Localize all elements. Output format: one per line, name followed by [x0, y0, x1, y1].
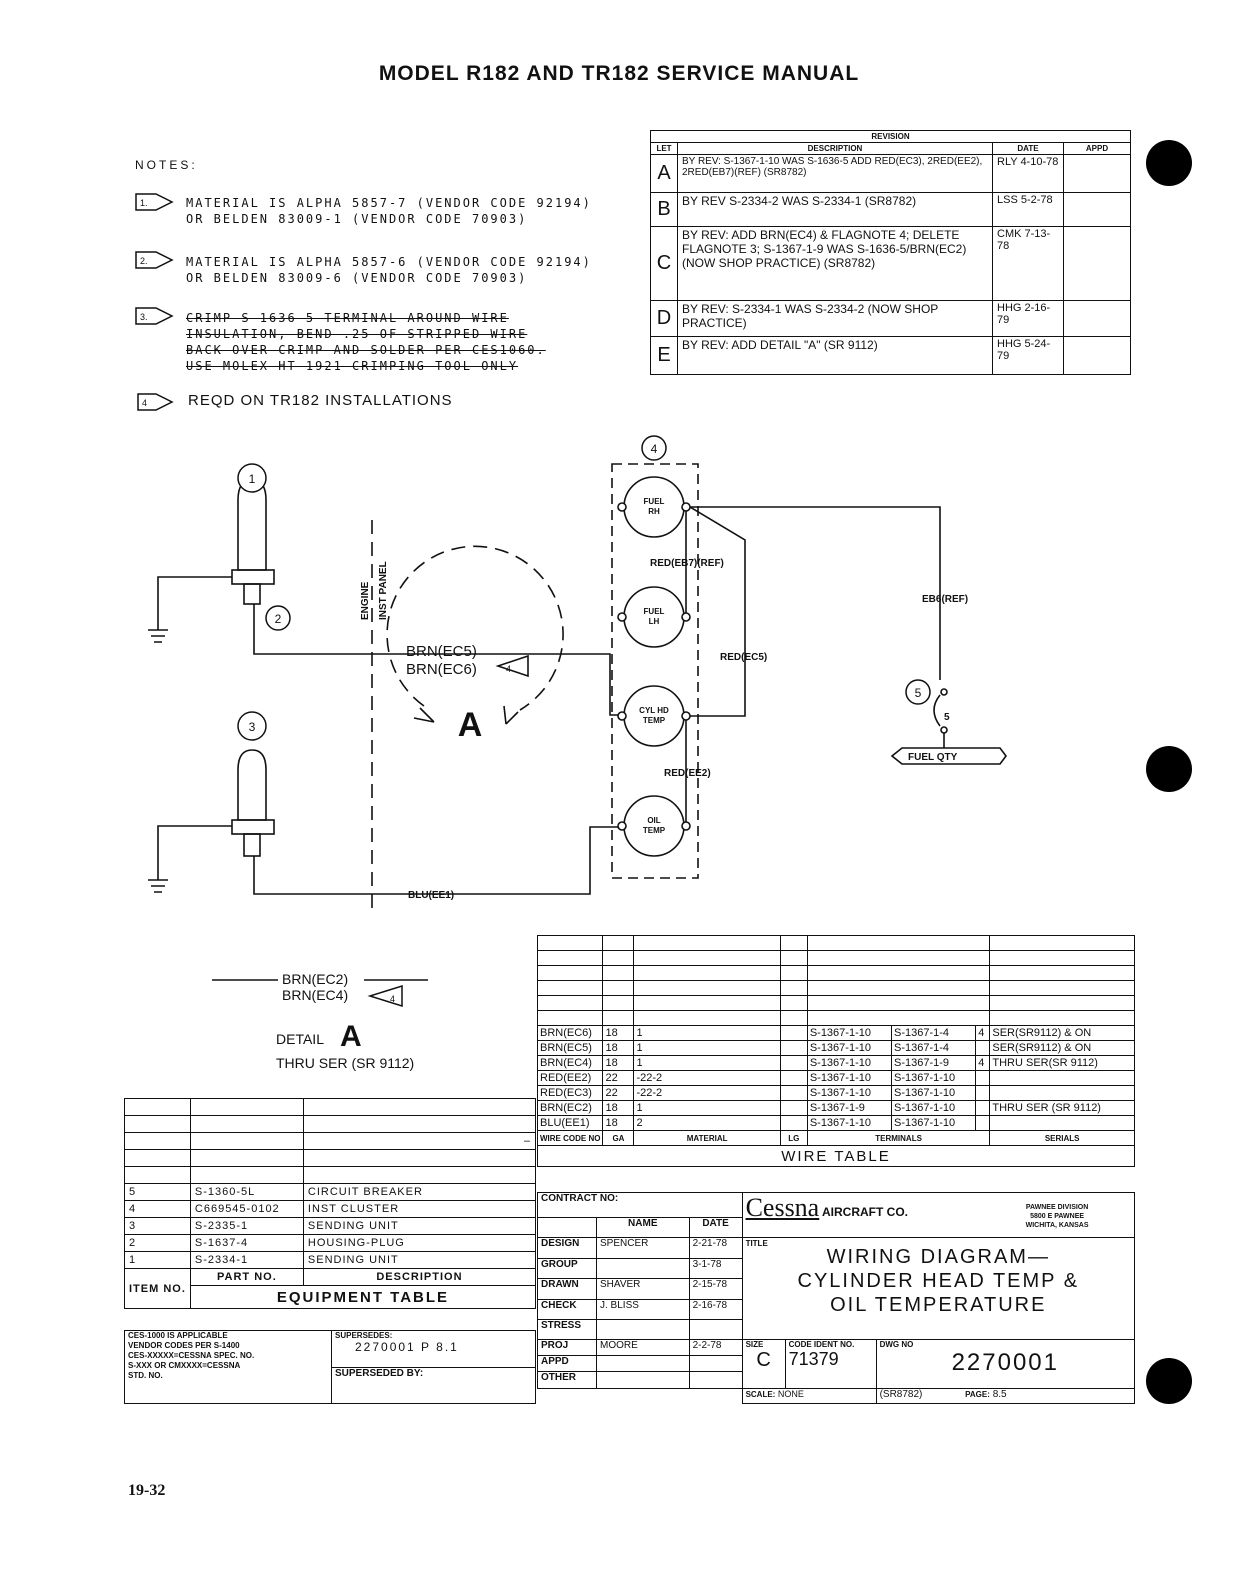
note-flags: [134, 192, 176, 422]
page-title: MODEL R182 AND TR182 SERVICE MANUAL: [378, 62, 860, 85]
title-block: CONTRACT NO: Cessna AIRCRAFT CO. PAWNEE DIVISION 5800 E PAWNEE WICHITA, KANSAS NAME DATE DESIGN SPENCER 2-21-78 TITLE WIRING DIAGRAM— CYLINDER HEAD TEMP & OIL TEMPERATURE GROUP 3-1-78 DRAWN SHAVER 2-15-78 CHECK J. BLISS 2-16-78 STRESS PROJ MOORE 2-2-78 SIZE C CODE IDENT NO. 71379 DWG NO 2270001 APPD OTHER SCALE: NONE (SR8782) PAGE: 8.5: [537, 1192, 1135, 1404]
revision-title: REVISION: [651, 131, 1131, 143]
equipment-table-title: EQUIPMENT TABLE: [190, 1286, 535, 1309]
wire-label: BLU(EE1): [408, 890, 455, 901]
wiring-diagram: [0, 430, 1238, 930]
svg-text:CYL HD: CYL HD: [639, 706, 669, 715]
svg-text:OIL: OIL: [647, 816, 661, 825]
wire-label: RED(EE2): [664, 768, 711, 779]
note-1: MATERIAL IS ALPHA 5857-7 (VENDOR CODE 92194) OR BELDEN 83009-1 (VENDOR CODE 70903): [186, 196, 592, 226]
revision-table: REVISION LET DESCRIPTION DATE APPD A BY REV: S-1367-1-10 WAS S-1636-5 ADD RED(EC3), 2RED(EE2), 2RED(EB7)(REF) (SR8782) RLY 4-10-78 B BY REV S-2334-2 WAS S-2334-1 (SR8782) LSS 5-2-78 C BY REV: ADD BRN(EC4) & FLAGNOTE 4; DELETE FLAGNOTE 3; S-1367-1-9 WAS S-1636-5/BRN(EC2) (NOW SHOP PRACTICE) (SR8782) CMK 7-13-78 D BY REV: S-2334-1 WAS S-2334-2 (NOW SHOP PRACTICE) HHG 2-16-79 E BY REV: ADD DETAIL "A" (SR 9112) HHG 5-24-79: [650, 130, 1131, 375]
sending-unit-1-icon: [238, 480, 266, 570]
svg-text:4: 4: [390, 994, 396, 1004]
equipment-table: – 5 S-1360-5L CIRCUIT BREAKER 4 C669545-0102 INST CLUSTER 3 S-2335-1 SENDING UNIT 2 S-1637-4 HOUSING-PLUG 1 S-2334-1 SENDING UNIT ITEM NO. PART NO. DESCRIPTION EQUIPMENT TABLE: [124, 1098, 536, 1309]
flag-label: 1.: [140, 198, 148, 208]
table-row: 3 S-2335-1 SENDING UNIT: [125, 1218, 536, 1235]
table-row: 1 S-2334-1 SENDING UNIT: [125, 1252, 536, 1269]
callout-4: 4: [650, 442, 658, 456]
flag-label: 4: [142, 398, 148, 408]
fuel-qty-label: FUEL QTY: [908, 752, 958, 763]
engine-label: ENGINE: [360, 581, 371, 620]
wire-label: RED(EB7)(REF): [650, 558, 724, 569]
callout-5: 5: [914, 686, 922, 700]
inst-panel-label: INST PANEL: [378, 561, 389, 620]
table-row: BLU(EE1) 18 2 S-1367-1-10 S-1367-1-10: [538, 1116, 1135, 1131]
supersedes-block: CES-1000 IS APPLICABLE VENDOR CODES PER S-1400 CES-XXXXX=CESSNA SPEC. NO. S-XXX OR CMXXXX=CESSNA STD. NO. SUPERSEDES: 2270001 P 8.1 SUPERSEDED BY:: [124, 1330, 536, 1404]
table-row: 2 S-1637-4 HOUSING-PLUG: [125, 1235, 536, 1252]
note-4: REQD ON TR182 INSTALLATIONS: [188, 392, 453, 409]
svg-text:A: A: [340, 1020, 362, 1053]
flag-label: 2.: [140, 256, 148, 266]
table-row: RED(EC3) 22 -22-2 S-1367-1-10 S-1367-1-10: [538, 1086, 1135, 1101]
flag-label: 4: [506, 664, 512, 674]
svg-text:TEMP: TEMP: [642, 716, 666, 725]
wire-table-title: WIRE TABLE: [538, 1146, 1135, 1167]
wire-label: RED(EC5): [720, 652, 768, 663]
detail-a: [200, 968, 440, 1078]
svg-text:BRN(EC2): BRN(EC2): [282, 971, 349, 987]
page-number: 19-32: [128, 1482, 166, 1499]
table-row: 5 S-1360-5L CIRCUIT BREAKER: [125, 1184, 536, 1201]
callout-1: 1: [248, 472, 256, 486]
connector-label: 5: [944, 712, 950, 723]
sending-unit-3-icon: [238, 750, 266, 820]
cessna-logo: Cessna: [745, 1193, 820, 1222]
binder-hole-icon: [1146, 1358, 1192, 1404]
notes-title: NOTES:: [135, 158, 198, 172]
svg-text:BRN(EC4): BRN(EC4): [282, 987, 349, 1003]
detail-a-marker: A: [457, 706, 483, 744]
table-row: BRN(EC5) 18 1 S-1367-1-10 S-1367-1-4 SER(SR9112) & ON: [538, 1041, 1135, 1056]
svg-text:FUEL: FUEL: [643, 607, 665, 616]
wire-label: BRN(EC5): [406, 643, 477, 660]
table-row: BRN(EC2) 18 1 S-1367-1-9 S-1367-1-10 THRU SER (SR 9112): [538, 1101, 1135, 1116]
wire-label: EB6(REF): [922, 594, 969, 605]
svg-text:RH: RH: [648, 507, 660, 516]
binder-hole-icon: [1146, 140, 1192, 186]
svg-text:TEMP: TEMP: [642, 826, 666, 835]
svg-text:FUEL: FUEL: [643, 497, 665, 506]
svg-text:LH: LH: [648, 617, 660, 626]
callout-2: 2: [274, 612, 282, 626]
table-row: BRN(EC6) 18 1 S-1367-1-10 S-1367-1-4 4 SER(SR9112) & ON: [538, 1026, 1135, 1041]
table-row: 4 C669545-0102 INST CLUSTER: [125, 1201, 536, 1218]
drawing-title: WIRING DIAGRAM—: [826, 1246, 1050, 1269]
table-row: RED(EE2) 22 -22-2 S-1367-1-10 S-1367-1-10: [538, 1071, 1135, 1086]
note-3: CRIMP S-1636-5 TERMINAL AROUND WIRE INSULATION, BEND .25 OF STRIPPED WIRE BACK OVER CRIMP AND SOLDER PER CES1060. USE MOLEX HT-1921 CRIMPING TOOL ONLY: [186, 311, 546, 373]
flag-label: 3.: [140, 312, 148, 322]
table-row: BRN(EC4) 18 1 S-1367-1-10 S-1367-1-9 4 THRU SER(SR 9112): [538, 1056, 1135, 1071]
callout-3: 3: [248, 720, 256, 734]
wire-label: BRN(EC6): [406, 661, 477, 678]
wire-table: BRN(EC6) 18 1 S-1367-1-10 S-1367-1-4 4 SER(SR9112) & ON BRN(EC5) 18 1 S-1367-1-10 S-1367-1-4 SER(SR9112) & ON BRN(EC4) 18 1 S-1367-1-10 S-1367-1-9 4 THRU SER(SR 9112) RED(EE2) 22 -22-2 S-1367-1-10 S-1367-1-10 RED(EC3) 22 -22-2 S-1367-1-10 S-1367-1-10 BRN(EC2) 18 1 S-1367-1-9 S-1367-1-10 THRU SER (SR 9112) BLU(EE1) 18 2 S-1367-1-10 S-1367-1-10 WIRE CODE NO GA MATERIAL LG TERMINALS SERIALS WIRE TABLE: [537, 935, 1135, 1167]
drawing-number: 2270001: [951, 1349, 1059, 1377]
svg-text:DETAIL: DETAIL: [276, 1031, 324, 1047]
note-2: MATERIAL IS ALPHA 5857-6 (VENDOR CODE 92194) OR BELDEN 83009-6 (VENDOR CODE 70903): [186, 255, 592, 285]
svg-text:THRU SER (SR 9112): THRU SER (SR 9112): [276, 1055, 415, 1071]
